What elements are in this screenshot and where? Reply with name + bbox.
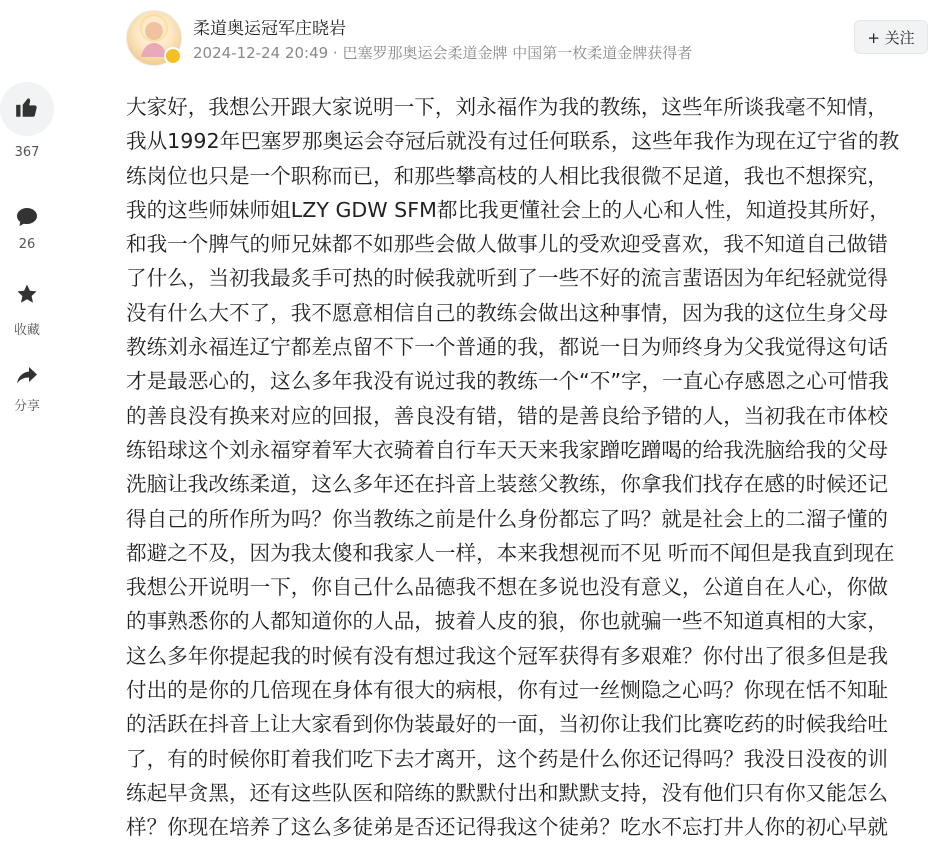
post-text-line: 这么多年你提起我的时候有没有想过我这个冠军获得有多艰难？你付出了很多但是我 xyxy=(126,643,888,668)
collect-button[interactable] xyxy=(14,283,40,309)
post-text-line: 我想公开说明一下，你自己什么品德我不想在多说也没有意义，公道自在人心，你做 xyxy=(126,575,888,600)
post-text-line: 都避之不及，因为我太傻和我家人一样，本来我想视而不见 听而不闻但是我直到现在 xyxy=(126,540,895,565)
share-arrow-icon xyxy=(15,363,39,391)
post-body xyxy=(126,90,926,845)
post-text-line: 练起早贪黑，还有这些队医和陪练的默默付出和默默支持，没有他们只有你又能怎么 xyxy=(126,780,888,805)
post-text-line: 的善良没有换来对应的回报，善良没有错，错的是善良给予错的人，当初我在市体校 xyxy=(126,403,888,428)
post-text-line: 练岗位也只是一个职称而已，和那些攀高枝的人相比我很微不足道，我也不想探究， xyxy=(126,163,888,188)
post-text-line: 没有什么大不了，我不愿意相信自己的教练会做出这种事情，因为我的这位生身父母 xyxy=(126,300,888,325)
post-text-line: 我从1992年巴塞罗那奥运会夺冠后就没有过任何联系，这些年我作为现在辽宁省的教 xyxy=(126,129,900,154)
post-text-line: 付出的是你的几倍现在身体有很大的病根，你有过一丝恻隐之心吗？你现在恬不知耻 xyxy=(126,678,888,703)
post-text-line: 练铅球这个刘永福穿着军大衣骑着自行车天天来我家蹭吃蹭喝的给我洗脑给我的父母 xyxy=(126,437,888,462)
post-text-line: 的活跃在抖音上让大家看到你伪装最好的一面，当初你让我们比赛吃药的时候我给吐 xyxy=(126,712,888,737)
star-icon xyxy=(15,282,39,310)
post-text-line: 洗脑让我改练柔道，这么多年还在抖音上装慈父教练，你拿我们找存在感的时候还记 xyxy=(126,472,888,497)
share-button[interactable] xyxy=(14,364,40,390)
comment-button[interactable] xyxy=(14,206,40,232)
post-text-line: 才是最恶心的，这么多年我没有说过我的教练一个“不”字，一直心存感恩之心可惜我 xyxy=(126,369,889,394)
like-count: 367 xyxy=(14,145,40,160)
post-text-line: 和我一个脾气的师兄妹都不如那些会做人做事儿的受欢迎受喜欢，我不知道自己做错 xyxy=(126,232,888,257)
verified-badge-icon xyxy=(164,47,182,65)
post-text-line: 了什么，当初我最炙手可热的时候我就听到了一些不好的流言蜚语因为年纪轻就觉得 xyxy=(126,266,888,291)
post-text-line: 大家好，我想公开跟大家说明一下，刘永福作为我的教练，这些年所谈我毫不知情， xyxy=(126,95,888,119)
post-text-line: 得自己的所作所为吗？你当教练之前是什么身份都忘了吗？就是社会上的二溜子懂的 xyxy=(126,506,888,531)
post-text-line: 的事熟悉你的人都知道你的人品，披着人皮的狼，你也就骗一些不知道真相的大家， xyxy=(126,609,888,634)
follow-button[interactable]: + 关注 xyxy=(854,20,928,54)
comment-count: 26 xyxy=(18,237,36,252)
post-text-line: 教练刘永福连辽宁都差点留不下一个普通的我，都说一日为师终身为父我觉得这句话 xyxy=(126,335,888,360)
post-text-line: 样？你现在培养了这么多徒弟是否还记得我这个徒弟？吃水不忘打井人你的初心早就 xyxy=(126,815,888,840)
post-text-line: 了，有的时候你盯着我们吃下去才离开，这个药是什么你还记得吗？我没日没夜的训 xyxy=(126,746,888,771)
thumbs-up-icon xyxy=(14,94,40,124)
share-label: 分享 xyxy=(13,399,40,414)
post-text-line: 我的这些师妹师姐LZY GDW SFM都比我更懂社会上的人心和人性，知道投其所好， xyxy=(126,197,890,222)
like-button[interactable] xyxy=(0,82,54,136)
author-name[interactable]: 柔道奥运冠军庄晓岩 xyxy=(193,19,346,39)
collect-label: 收藏 xyxy=(13,323,40,338)
comment-bubble-icon xyxy=(15,205,39,233)
post-meta: 2024-12-24 20:49 · 巴塞罗那奥运会柔道金牌 中国第一枚柔道金牌获得者 xyxy=(193,44,693,62)
